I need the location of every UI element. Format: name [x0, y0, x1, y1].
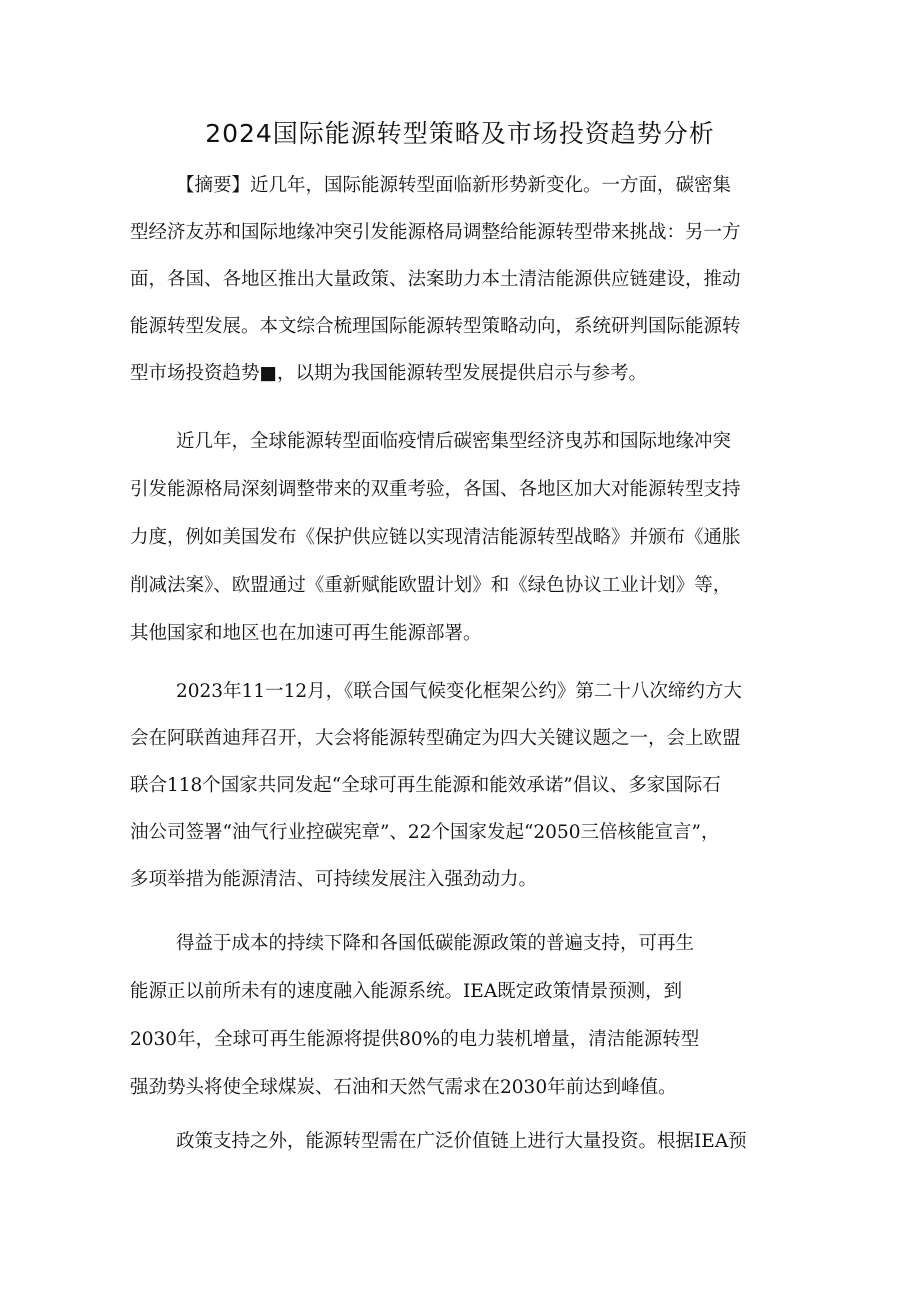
text-line: 得益于成本的持续下降和各国低碳能源政策的普遍支持，可再生	[176, 933, 695, 954]
text-line: 政策支持之外，能源转型需在广泛价值链上进行大量投资。根据IEA预	[176, 1131, 747, 1152]
text-line: 引发能源格局深刻调整带来的双重考验，各国、各地区加大对能源转型支持	[130, 479, 741, 500]
text-line: 力度，例如美国发布《保护供应链以实现清洁能源转型战略》并颁布《通胀	[130, 527, 741, 548]
text-line: 联合118个国家共同发起“全球可再生能源和能效承诺”倡议、多家国际石	[130, 775, 721, 796]
text-line: 油公司签署“油气行业控碳宪章”、22个国家发起“2050三倍核能宣言”，	[130, 822, 720, 843]
page-title: 2024国际能源转型策略及市场投资趋势分析	[205, 119, 715, 148]
text-line: 型市场投资趋势■，以期为我国能源转型发展提供启示与参考。	[130, 363, 647, 384]
text-line: 2030年，全球可再生能源将提供80%的电力装机增量，清洁能源转型	[130, 1029, 700, 1050]
text-line: 型经济友苏和国际地缘冲突引发能源格局调整给能源转型带来挑战：另一方	[130, 222, 741, 243]
text-line: 削减法案》、欧盟通过《重新赋能欧盟计划》和《绿色协议工业计划》等，	[130, 575, 732, 596]
text-line: 能源转型发展。本文综合梳理国际能源转型策略动向，系统研判国际能源转	[130, 316, 741, 337]
text-line: 其他国家和地区也在加速可再生能源部署。	[130, 623, 482, 644]
text-line: 2023年11一12月，《联合国气候变化框架公约》第二十八次缔约方大	[176, 681, 742, 702]
text-line: 强劲势头将使全球煤炭、石油和天然气需求在2030年前达到峰值。	[130, 1077, 677, 1098]
text-line: 多项举措为能源清洁、可持续发展注入强劲动力。	[130, 869, 538, 890]
text-line: 面，各国、各地区推出大量政策、法案助力本土清洁能源供应链建设，推动	[130, 269, 741, 290]
text-line: 能源正以前所未有的速度融入能源系统。IEA既定政策情景预测，到	[130, 981, 683, 1002]
text-line: 【摘要】近几年，国际能源转型面临新形势新变化。一方面，碳密集	[176, 175, 732, 196]
text-line: 近几年，全球能源转型面临疫情后碳密集型经济曳苏和国际地缘冲突	[176, 431, 732, 452]
text-line: 会在阿联酋迪拜召开，大会将能源转型确定为四大关键议题之一，会上欧盟	[130, 728, 741, 749]
